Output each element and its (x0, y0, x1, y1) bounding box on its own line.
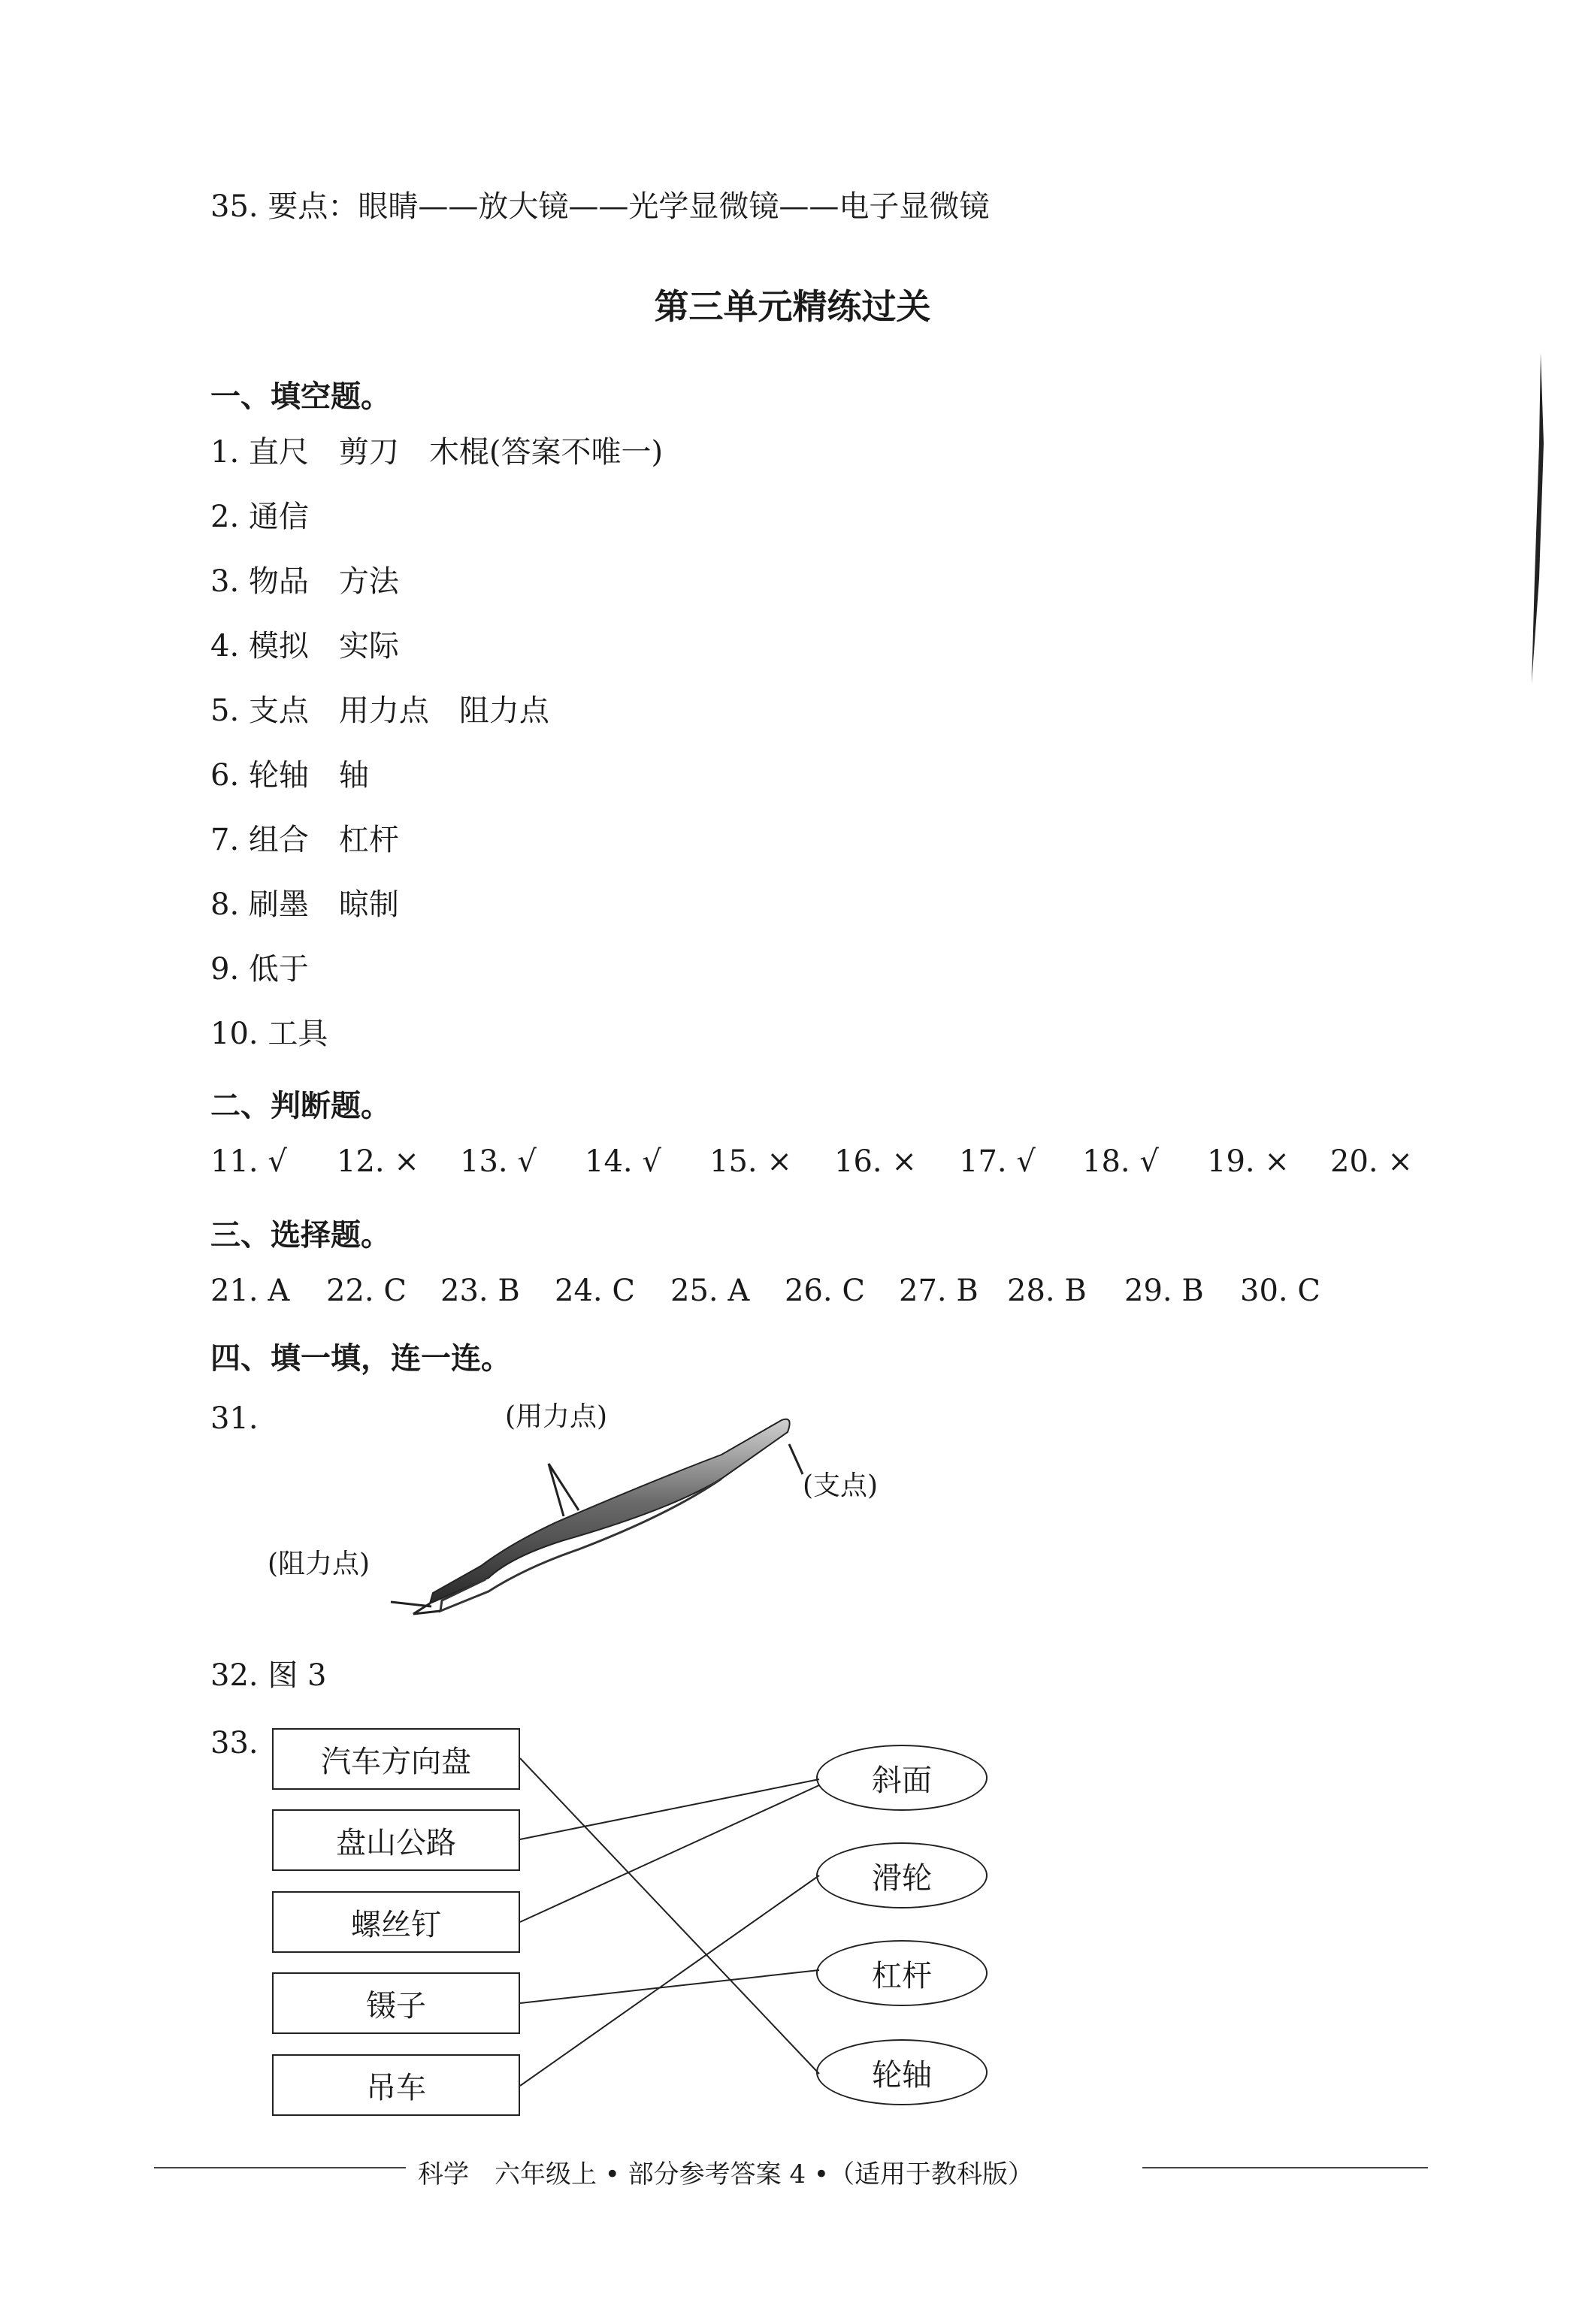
fill-answer-6: 6. 轮轴 轴 (210, 758, 369, 793)
fill-answer-2: 2. 通信 (210, 500, 309, 534)
unit-title: 第三单元精练过关 (654, 286, 931, 327)
fill-answer-3: 3. 物品 方法 (210, 564, 399, 599)
choice-answer-26: 26. C (785, 1274, 865, 1308)
fill-answer-4: 4. 模拟 实际 (210, 629, 399, 663)
footer-rule-right (1142, 2167, 1428, 2168)
left-item-4: 镊子 (272, 1972, 520, 2034)
choice-answer-24: 24. C (555, 1274, 635, 1308)
q35-answer: 35. 要点：眼睛——放大镜——光学显微镜——电子显微镜 (210, 189, 990, 224)
fill-answer-5: 5. 支点 用力点 阻力点 (210, 694, 549, 728)
judge-answer-11: 11. √ (210, 1144, 287, 1179)
right-item-lever: 杠杆 (816, 1940, 988, 2006)
choice-answer-27: 27. B (899, 1274, 979, 1308)
choice-answer-25: 25. A (670, 1274, 750, 1308)
judge-answer-12: 12. × (337, 1144, 419, 1179)
page-footer: 科学 六年级上 • 部分参考答案 4 •（适用于教科版） (418, 2159, 1033, 2190)
choice-answer-28: 28. B (1007, 1274, 1087, 1308)
judge-answer-15: 15. × (709, 1144, 792, 1179)
judge-answer-20: 20. × (1330, 1144, 1413, 1179)
section-1-heading: 一、填空题。 (210, 379, 391, 414)
choice-answer-23: 23. B (440, 1274, 520, 1308)
right-item-incline: 斜面 (816, 1745, 988, 1811)
left-item-1: 汽车方向盘 (272, 1728, 520, 1790)
q32-answer: 32. 图 3 (210, 1658, 327, 1693)
right-item-wheel-axle: 轮轴 (816, 2039, 988, 2105)
fill-answer-7: 7. 组合 杠杆 (210, 823, 399, 857)
footer-rule-left (154, 2167, 406, 2168)
section-3-heading: 三、选择题。 (210, 1218, 391, 1253)
judge-answer-17: 17. √ (959, 1144, 1036, 1179)
choice-answer-22: 22. C (326, 1274, 407, 1308)
left-item-2: 盘山公路 (272, 1809, 520, 1871)
judge-answer-19: 19. × (1207, 1144, 1290, 1179)
section-4-heading: 四、填一填，连一连。 (210, 1341, 511, 1376)
load-point-label: (阻力点) (268, 1549, 371, 1579)
scan-edge-shadow (1526, 353, 1548, 684)
left-item-3: 螺丝钉 (272, 1891, 520, 1953)
judge-answer-18: 18. √ (1082, 1144, 1159, 1179)
q33-number: 33. (210, 1726, 259, 1760)
match-line-crane (520, 1875, 819, 2086)
effort-point-label: (用力点) (505, 1401, 608, 1432)
choice-answer-21: 21. A (210, 1274, 290, 1308)
right-item-pulley: 滑轮 (816, 1842, 988, 1908)
judge-answer-14: 14. √ (585, 1144, 661, 1179)
q31-number: 31. (210, 1401, 259, 1436)
choice-answer-29: 29. B (1124, 1274, 1204, 1308)
fulcrum-label: (支点) (803, 1470, 879, 1501)
section-2-heading: 二、判断题。 (210, 1089, 391, 1123)
fill-answer-9: 9. 低于 (210, 952, 309, 987)
fill-answer-1: 1. 直尺 剪刀 木棍(答案不唯一) (210, 435, 664, 470)
match-line-tweezers (520, 1970, 819, 2003)
match-line-mountain-road (520, 1779, 819, 1839)
fill-answer-10: 10. 工具 (210, 1017, 328, 1051)
judge-answer-13: 13. √ (460, 1144, 537, 1179)
fill-answer-8: 8. 刷墨 晾制 (210, 887, 399, 922)
judge-answer-16: 16. × (834, 1144, 917, 1179)
left-item-5: 吊车 (272, 2054, 520, 2116)
choice-answer-30: 30. C (1240, 1274, 1320, 1308)
